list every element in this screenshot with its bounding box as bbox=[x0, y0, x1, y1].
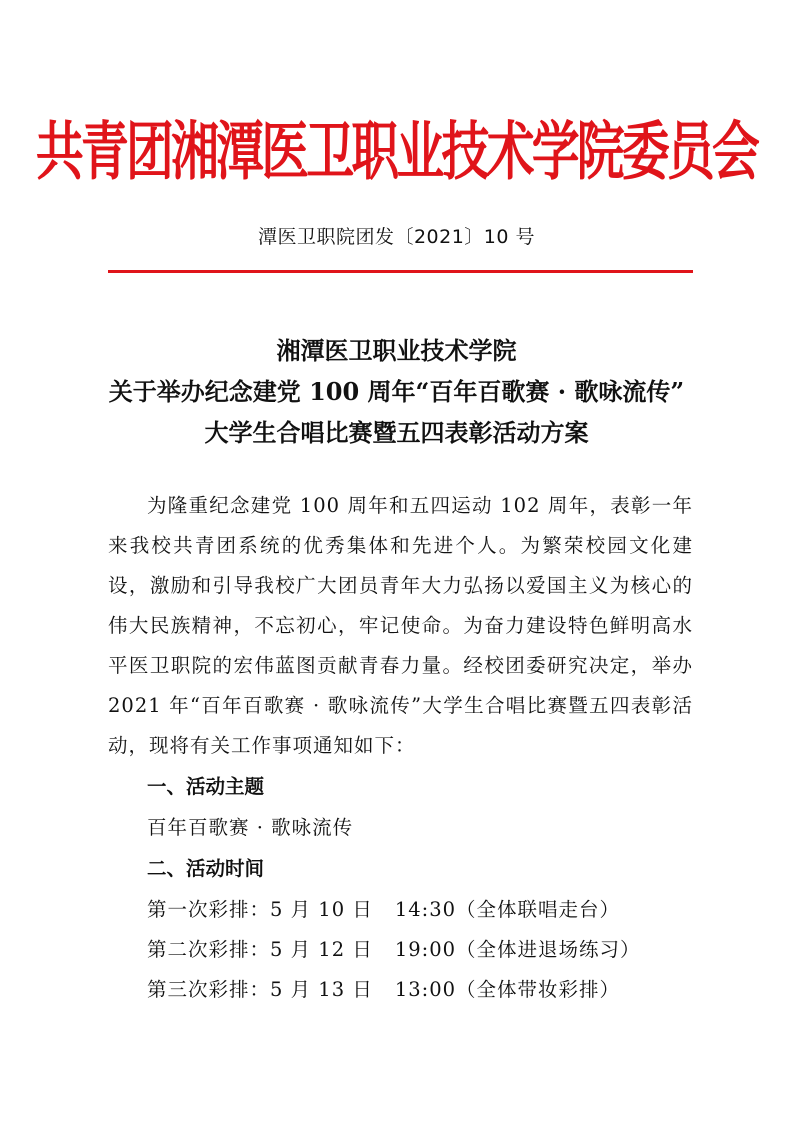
schedule-item bbox=[108, 890, 693, 930]
schedule-item bbox=[108, 930, 693, 970]
document-body bbox=[108, 486, 693, 1010]
title-line-1: 湘潭医卫职业技术学院 bbox=[276, 336, 517, 365]
section-heading-theme: 一、活动主题 bbox=[147, 775, 265, 798]
schedule-date: 第二次彩排：5 月 12 日 bbox=[147, 938, 373, 961]
issuer-title: 共青团湘潭医卫职业技术学院委员会 bbox=[35, 115, 758, 190]
schedule-date: 第一次彩排：5 月 10 日 bbox=[147, 898, 373, 921]
section-heading-time: 二、活动时间 bbox=[147, 857, 265, 880]
schedule-detail: 14:30（全体联唱走台） bbox=[394, 898, 621, 921]
title-line-2: 关于举办纪念建党 100 周年“百年百歌赛 · 歌咏流传” bbox=[108, 377, 685, 406]
schedule-detail: 19:00（全体进退场练习） bbox=[394, 938, 641, 961]
red-divider-rule bbox=[108, 270, 693, 273]
document-number: 潭医卫职院团发〔2021〕10 号 bbox=[257, 226, 536, 248]
schedule-date: 第三次彩排：5 月 13 日 bbox=[147, 978, 373, 1001]
intro-paragraph: 为隆重纪念建党 100 周年和五四运动 102 周年，表彰一年来我校共青团系统的优秀集体和先进个人。为繁荣校园文化建设，激励和引导我校广大团员青年大力弘扬以爱国主义为核心的伟大民族精神，不忘初心，牢记使命。为奋力建设特色鲜明高水平医卫职院的宏伟蓝图贡献青春力量。经校团委研究决定，举办 2021 年“百年百歌赛 · 歌咏流传”大学生合唱比赛暨五四表彰活动，现将有关工作事项通知如下： bbox=[108, 494, 693, 757]
document-title bbox=[0, 330, 793, 453]
theme-text: 百年百歌赛 · 歌咏流传 bbox=[147, 816, 354, 839]
schedule-item bbox=[108, 970, 693, 1010]
schedule-detail: 13:00（全体带妆彩排） bbox=[394, 978, 621, 1001]
title-line-3: 大学生合唱比赛暨五四表彰活动方案 bbox=[204, 418, 589, 447]
